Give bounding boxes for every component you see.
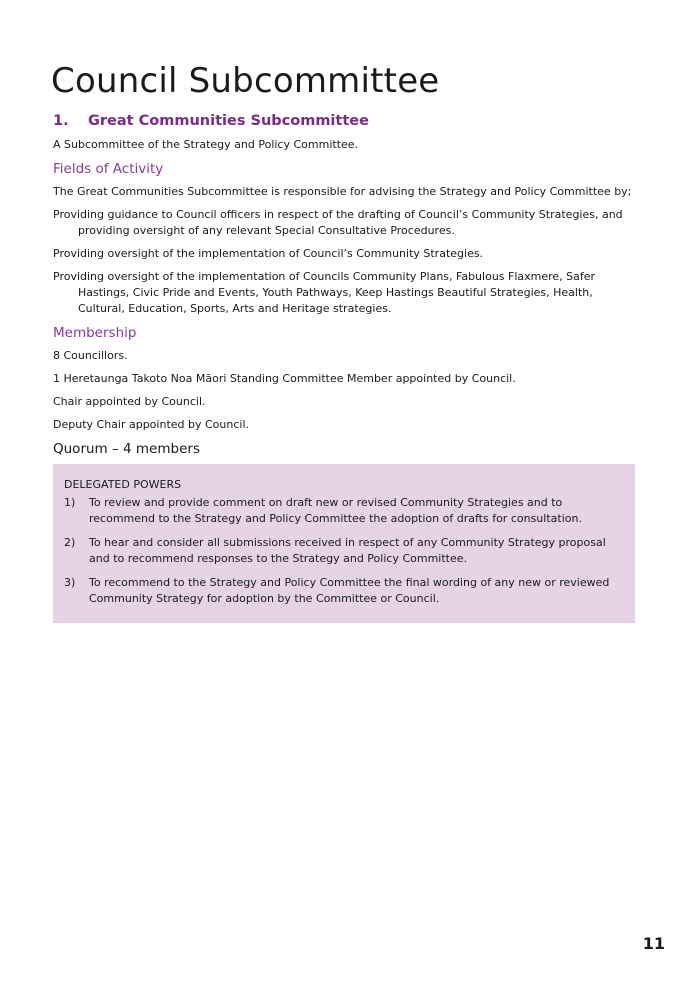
fields-heading: Fields of Activity — [53, 161, 164, 177]
page-number: 11 — [642, 934, 665, 953]
item-text: To hear and consider all submissions received in respect of any Community Strategy proposal and to recommend responses to the Strategy and Policy Committee. — [89, 536, 606, 565]
item-number: 3) — [64, 576, 76, 589]
quorum-heading: Quorum – 4 members — [53, 441, 200, 457]
page-title: Council Subcommittee — [51, 61, 440, 101]
delegated-power-item — [64, 495, 621, 527]
item-number: 2) — [64, 536, 76, 549]
membership-item: Chair appointed by Council. — [53, 395, 206, 408]
section-heading — [53, 111, 635, 131]
delegated-powers-box — [53, 464, 635, 623]
section-number: 1. — [53, 113, 69, 129]
membership-item: Deputy Chair appointed by Council. — [53, 418, 250, 431]
item-text: To recommend to the Strategy and Policy Committee the final wording of any new or reviewed Community Strategy for adoption by the Committee or Council. — [89, 576, 610, 605]
membership-heading: Membership — [53, 325, 137, 341]
section-title: Great Communities Subcommittee — [88, 113, 369, 129]
section-intro: A Subcommittee of the Strategy and Policy Committee. — [53, 138, 359, 151]
fields-intro: The Great Communities Subcommittee is responsible for advising the Strategy and Policy Committee by; — [53, 185, 632, 198]
item-number: 1) — [64, 496, 76, 509]
item-text: To review and provide comment on draft new or revised Community Strategies and to recommend to the Strategy and Policy Committee the adoption of drafts for consultation. — [89, 496, 582, 525]
delegated-power-item — [64, 575, 621, 607]
membership-item: 8 Councillors. — [53, 349, 128, 362]
document-page — [53, 60, 635, 623]
membership-item: 1 Heretaunga Takoto Noa Māori Standing Committee Member appointed by Council. — [53, 372, 516, 385]
delegated-power-item — [64, 535, 621, 567]
fields-item: Providing oversight of the implementation of Councils Community Plans, Fabulous Flaxmere, Safer Hastings, Civic Pride and Events, Youth Pathways, Keep Hastings Beautiful Strategies, Health, Cultural, Education, Sports, Arts and Heritage strategies. — [53, 270, 596, 315]
delegated-powers-title: DELEGATED POWERS — [64, 478, 182, 491]
fields-item: Providing guidance to Council officers in respect of the drafting of Council’s Community Strategies, and providing oversight of any relevant Special Consultative Procedures. — [53, 208, 623, 237]
fields-item: Providing oversight of the implementation of Council’s Community Strategies. — [53, 247, 484, 260]
